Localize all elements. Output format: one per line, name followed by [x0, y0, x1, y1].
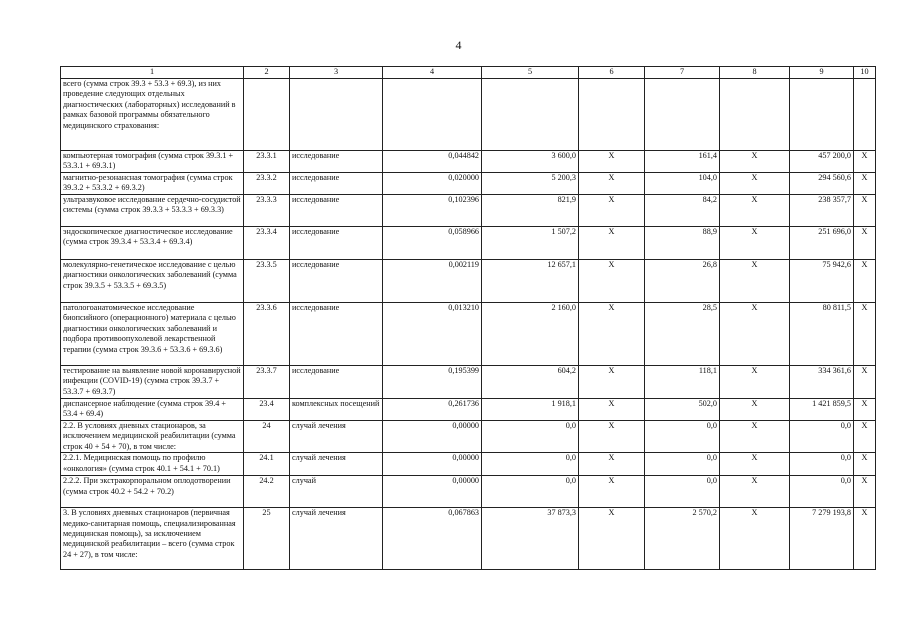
row-description-cell: тестирование на выявление новой коронавирусной инфекции (COVID-19) (сумма строк 39.3.7 + 53.3.7 + 69.3.7) [61, 366, 244, 399]
cost-cell: 3 600,0 [482, 151, 579, 173]
budget-total-cell: X [720, 260, 790, 303]
budget-total-cell: X [720, 476, 790, 508]
budget-cost-cell: X [579, 195, 645, 227]
table-row [61, 195, 876, 227]
table-row [61, 508, 876, 570]
table-row [61, 399, 876, 421]
table-row [61, 227, 876, 260]
oms-total-cell: 334 361,6 [790, 366, 854, 399]
norm-cell [383, 79, 482, 151]
unit-cell: исследование [290, 151, 383, 173]
budget-total-cell [720, 79, 790, 151]
cost-cell [482, 79, 579, 151]
row-number-cell: 24.2 [244, 476, 290, 508]
unit-cell: исследование [290, 260, 383, 303]
norm-cell: 0,067863 [383, 508, 482, 570]
budget-cost-cell: X [579, 421, 645, 453]
column-header: 7 [645, 67, 720, 79]
cost-cell: 1 507,2 [482, 227, 579, 260]
table-row [61, 366, 876, 399]
percent-cell: X [854, 151, 876, 173]
table-row [61, 79, 876, 151]
percent-cell: X [854, 453, 876, 476]
norm-cell: 0,058966 [383, 227, 482, 260]
unit-cell: случай [290, 476, 383, 508]
oms-cost-cell: 502,0 [645, 399, 720, 421]
budget-total-cell: X [720, 303, 790, 366]
row-number-cell: 23.3.2 [244, 173, 290, 195]
norm-cell: 0,020000 [383, 173, 482, 195]
budget-cost-cell: X [579, 151, 645, 173]
row-number-cell: 23.3.4 [244, 227, 290, 260]
oms-total-cell [790, 79, 854, 151]
row-description-cell: всего (сумма строк 39.3 + 53.3 + 69.3), из них проведение следующих отдельных диагностических (лабораторных) исследований в рамках базовой программы обязательного медицинского страхования: [61, 79, 244, 151]
oms-cost-cell: 2 570,2 [645, 508, 720, 570]
row-description-cell: диспансерное наблюдение (сумма строк 39.4 + 53.4 + 69.4) [61, 399, 244, 421]
budget-total-cell: X [720, 399, 790, 421]
norm-cell: 0,00000 [383, 421, 482, 453]
oms-cost-cell: 26,8 [645, 260, 720, 303]
cost-cell: 604,2 [482, 366, 579, 399]
row-description-cell: патологоанатомическое исследование биопсийного (операционного) материала с целью диагностики онкологических заболеваний и подбора противоопухолевой лекарственной терапии (сумма строк 39.3.6 + 53.3.6 + 69.3.6) [61, 303, 244, 366]
unit-cell: исследование [290, 303, 383, 366]
row-description-cell: 2.2.1. Медицинская помощь по профилю «онкология» (сумма строк 40.1 + 54.1 + 70.1) [61, 453, 244, 476]
budget-cost-cell [579, 79, 645, 151]
row-description-cell: 2.2. В условиях дневных стационаров, за исключением медицинской реабилитации (сумма строк 40 + 54 + 70), в том числе: [61, 421, 244, 453]
cost-cell: 12 657,1 [482, 260, 579, 303]
percent-cell: X [854, 399, 876, 421]
table-header-row [61, 67, 876, 79]
percent-cell: X [854, 260, 876, 303]
table-row [61, 260, 876, 303]
norm-cell: 0,195399 [383, 366, 482, 399]
oms-cost-cell: 84,2 [645, 195, 720, 227]
row-number-cell: 24 [244, 421, 290, 453]
unit-cell: случай лечения [290, 453, 383, 476]
unit-cell: исследование [290, 227, 383, 260]
row-description-cell: ультразвуковое исследование сердечно-сосудистой системы (сумма строк 39.3.3 + 53.3.3 + 69.3.3) [61, 195, 244, 227]
norm-cell: 0,261736 [383, 399, 482, 421]
data-table [60, 66, 876, 570]
column-header: 1 [61, 67, 244, 79]
budget-cost-cell: X [579, 399, 645, 421]
oms-total-cell: 457 200,0 [790, 151, 854, 173]
percent-cell: X [854, 195, 876, 227]
oms-total-cell: 0,0 [790, 476, 854, 508]
oms-total-cell: 251 696,0 [790, 227, 854, 260]
budget-total-cell: X [720, 508, 790, 570]
oms-total-cell: 238 357,7 [790, 195, 854, 227]
table-row [61, 173, 876, 195]
unit-cell: комплексных посещений [290, 399, 383, 421]
row-number-cell: 24.1 [244, 453, 290, 476]
table-row [61, 476, 876, 508]
table-row [61, 421, 876, 453]
budget-total-cell: X [720, 227, 790, 260]
oms-cost-cell: 0,0 [645, 421, 720, 453]
cost-cell: 2 160,0 [482, 303, 579, 366]
percent-cell: X [854, 173, 876, 195]
row-description-cell: компьютерная томография (сумма строк 39.3.1 + 53.3.1 + 69.3.1) [61, 151, 244, 173]
budget-cost-cell: X [579, 366, 645, 399]
oms-cost-cell: 104,0 [645, 173, 720, 195]
oms-total-cell: 7 279 193,8 [790, 508, 854, 570]
budget-total-cell: X [720, 366, 790, 399]
budget-cost-cell: X [579, 173, 645, 195]
column-header: 2 [244, 67, 290, 79]
unit-cell: исследование [290, 195, 383, 227]
budget-total-cell: X [720, 195, 790, 227]
row-number-cell: 23.3.1 [244, 151, 290, 173]
norm-cell: 0,044842 [383, 151, 482, 173]
norm-cell: 0,013210 [383, 303, 482, 366]
unit-cell: исследование [290, 366, 383, 399]
cost-cell: 37 873,3 [482, 508, 579, 570]
percent-cell: X [854, 421, 876, 453]
cost-cell: 5 200,3 [482, 173, 579, 195]
column-header: 6 [579, 67, 645, 79]
oms-cost-cell: 28,5 [645, 303, 720, 366]
column-header: 9 [790, 67, 854, 79]
oms-total-cell: 1 421 859,5 [790, 399, 854, 421]
norm-cell: 0,00000 [383, 453, 482, 476]
oms-cost-cell: 0,0 [645, 476, 720, 508]
budget-cost-cell: X [579, 508, 645, 570]
column-header: 8 [720, 67, 790, 79]
oms-total-cell: 294 560,6 [790, 173, 854, 195]
cost-cell: 0,0 [482, 421, 579, 453]
row-description-cell: магнитно-резонансная томография (сумма строк 39.3.2 + 53.3.2 + 69.3.2) [61, 173, 244, 195]
column-header: 10 [854, 67, 876, 79]
row-number-cell: 23.3.6 [244, 303, 290, 366]
page-number: 4 [455, 38, 462, 52]
budget-cost-cell: X [579, 260, 645, 303]
column-header: 5 [482, 67, 579, 79]
table-row [61, 303, 876, 366]
row-number-cell [244, 79, 290, 151]
budget-total-cell: X [720, 421, 790, 453]
row-number-cell: 23.3.5 [244, 260, 290, 303]
oms-cost-cell [645, 79, 720, 151]
budget-total-cell: X [720, 151, 790, 173]
oms-total-cell: 80 811,5 [790, 303, 854, 366]
norm-cell: 0,00000 [383, 476, 482, 508]
cost-cell: 1 918,1 [482, 399, 579, 421]
unit-cell: случай лечения [290, 508, 383, 570]
percent-cell: X [854, 303, 876, 366]
oms-cost-cell: 88,9 [645, 227, 720, 260]
oms-cost-cell: 161,4 [645, 151, 720, 173]
column-header: 4 [383, 67, 482, 79]
budget-total-cell: X [720, 453, 790, 476]
unit-cell: исследование [290, 173, 383, 195]
column-header: 3 [290, 67, 383, 79]
percent-cell [854, 79, 876, 151]
budget-cost-cell: X [579, 303, 645, 366]
budget-total-cell: X [720, 173, 790, 195]
oms-total-cell: 75 942,6 [790, 260, 854, 303]
percent-cell: X [854, 508, 876, 570]
budget-cost-cell: X [579, 453, 645, 476]
oms-cost-cell: 118,1 [645, 366, 720, 399]
row-description-cell: 2.2.2. При экстракорпоральном оплодотворении (сумма строк 40.2 + 54.2 + 70.2) [61, 476, 244, 508]
percent-cell: X [854, 476, 876, 508]
row-description-cell: молекулярно-генетическое исследование с целью диагностики онкологических заболеваний (сумма строк 39.3.5 + 53.3.5 + 69.3.5) [61, 260, 244, 303]
norm-cell: 0,002119 [383, 260, 482, 303]
table-row [61, 151, 876, 173]
row-number-cell: 23.4 [244, 399, 290, 421]
row-description-cell: эндоскопическое диагностическое исследование (сумма строк 39.3.4 + 53.3.4 + 69.3.4) [61, 227, 244, 260]
cost-cell: 821,9 [482, 195, 579, 227]
cost-cell: 0,0 [482, 453, 579, 476]
row-number-cell: 23.3.3 [244, 195, 290, 227]
budget-cost-cell: X [579, 227, 645, 260]
oms-total-cell: 0,0 [790, 421, 854, 453]
row-description-cell: 3. В условиях дневных стационаров (первичная медико-санитарная помощь, специализированная медицинская помощь), за исключением медицинской реабилитации – всего (сумма строк 24 + 27), в том числе: [61, 508, 244, 570]
percent-cell: X [854, 227, 876, 260]
row-number-cell: 25 [244, 508, 290, 570]
row-number-cell: 23.3.7 [244, 366, 290, 399]
table-row [61, 453, 876, 476]
unit-cell [290, 79, 383, 151]
percent-cell: X [854, 366, 876, 399]
oms-total-cell: 0,0 [790, 453, 854, 476]
cost-cell: 0,0 [482, 476, 579, 508]
budget-cost-cell: X [579, 476, 645, 508]
unit-cell: случай лечения [290, 421, 383, 453]
norm-cell: 0,102396 [383, 195, 482, 227]
oms-cost-cell: 0,0 [645, 453, 720, 476]
